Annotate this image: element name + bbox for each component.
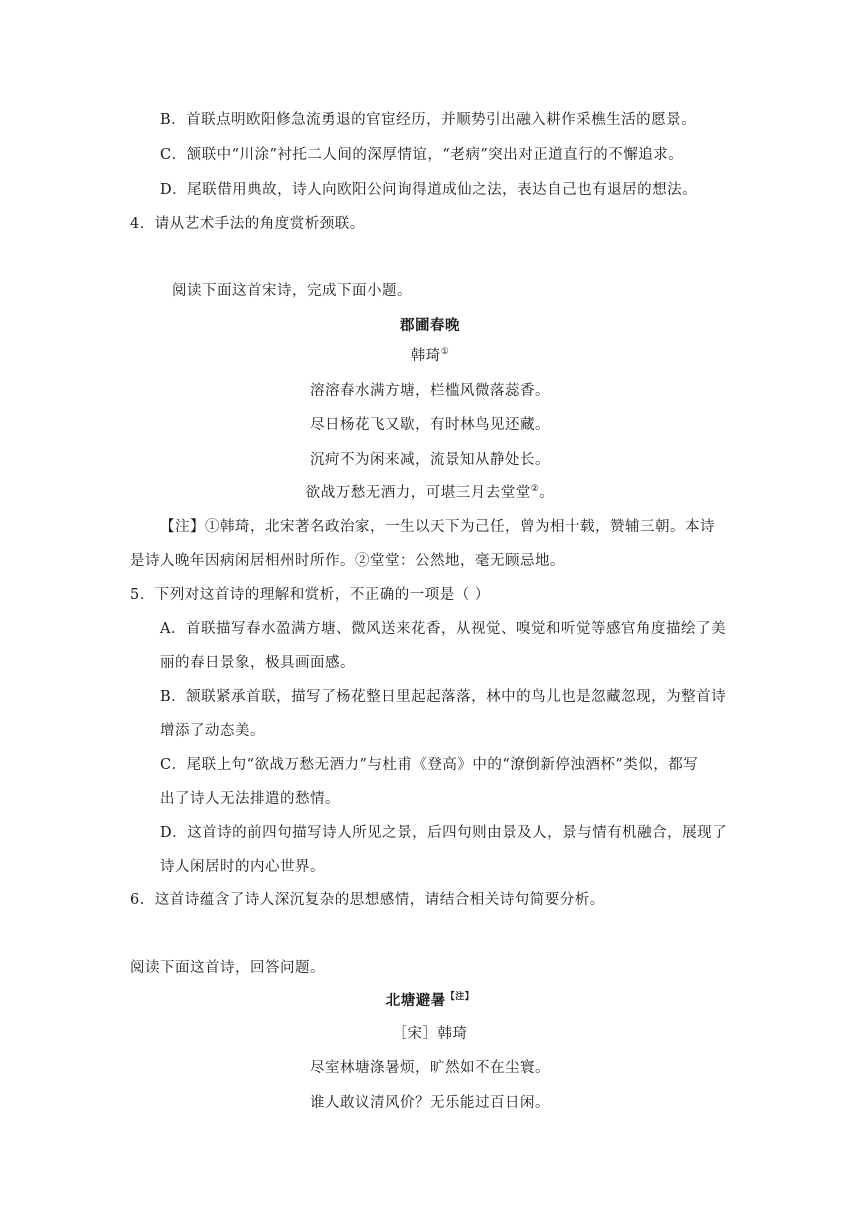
q3-option-d: D．尾联借用典故，诗人向欧阳公问询得道成仙之法，表达自己也有退居的想法。	[160, 182, 698, 198]
poem-line: 尽日杨花飞又歇，有时林鸟见还藏。	[310, 417, 550, 433]
q5-option-a: A．首联描写春水盈满方塘、微风送来花香，从视觉、嗅觉和听觉等感官角度描绘了美	[160, 621, 726, 637]
q5-option-d-cont: 诗人闲居时的内心世界。	[160, 859, 325, 875]
footnote-marker: 【注】	[445, 992, 475, 1003]
q5-option-b: B．颔联紧承首联，描写了杨花整日里起起落落，林中的鸟儿也是忽藏忽现，为整首诗	[160, 689, 727, 705]
poem-line: 欲战万愁无酒力，可堪三月去堂堂②。	[305, 484, 555, 501]
q5-option-c: C．尾联上句“欲战万愁无酒力”与杜甫《登高》中的“潦倒新停浊酒杯”类似，都写	[160, 757, 699, 773]
passage2-note-line1: 【注】①韩琦，北宋著名政治家，一生以天下为己任，曾为相十载，赞辅三朝。本诗	[160, 519, 715, 535]
passage3-title: 北塘避暑$^{【注】}$	[385, 992, 475, 1009]
question-5-stem: 5．下列对这首诗的理解和赏析，不正确的一项是（ ）	[130, 587, 490, 603]
question-6: 6．这首诗蕴含了诗人深沉复杂的思想感情，请结合相关诗句简要分析。	[130, 892, 605, 908]
q5-option-a-cont: 丽的春日景象，极具画面感。	[160, 655, 355, 671]
passage2-title: 郡圃春晚	[400, 317, 460, 334]
question-4: 4．请从艺术手法的角度赏析颈联。	[130, 216, 365, 232]
passage2-note-line2: 是诗人晚年因病闲居相州时所作。②堂堂：公然地，毫无顾忌地。	[130, 553, 565, 569]
q5-option-d: D．这首诗的前四句描写诗人所见之景，后四句则由景及人，景与情有机融合，展现了	[160, 825, 728, 841]
q3-option-b: B．首联点明欧阳修急流勇退的官宦经历，并顺势引出融入耕作采樵生活的愿景。	[160, 112, 697, 128]
q5-option-c-cont: 出了诗人无法排遣的愁情。	[160, 791, 340, 807]
poem-line: 谁人敢议清风价？无乐能过百日闲。	[310, 1095, 550, 1111]
footnote-marker: ②	[530, 484, 540, 495]
passage2-author: 韩琦①	[410, 347, 450, 364]
q3-option-c: C．颔联中“川涂”衬托二人间的深厚情谊，“老病”突出对正道直行的不懈追求。	[160, 147, 684, 163]
poem-line: 沉疴不为闲来减，流景知从静处长。	[310, 452, 550, 468]
passage3-intro: 阅读下面这首诗，回答问题。	[130, 960, 325, 976]
poem-line: 尽室林塘涤暑烦，旷然如不在尘寰。	[310, 1060, 550, 1076]
footnote-marker: ①	[440, 347, 450, 358]
q5-option-b-cont: 增添了动态美。	[160, 723, 265, 739]
passage2-intro: 阅读下面这首宋诗，完成下面小题。	[172, 283, 412, 299]
passage3-author: ［宋］韩琦	[392, 1026, 468, 1042]
poem-line: 溶溶春水满方塘，栏槛风微落蕊香。	[310, 383, 550, 399]
